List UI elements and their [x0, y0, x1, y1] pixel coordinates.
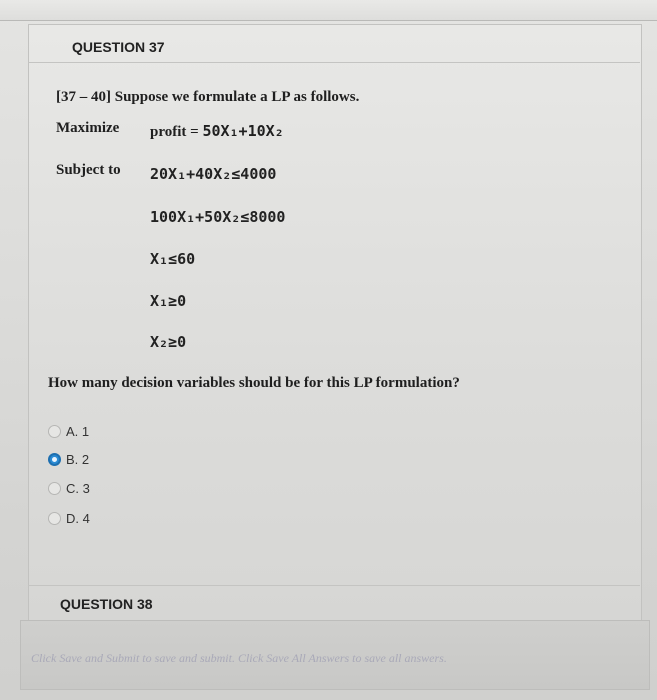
question-37-card — [28, 24, 642, 626]
objective-function — [150, 122, 284, 141]
option-c[interactable] — [48, 477, 90, 499]
question-37-title: QUESTION 37 — [72, 39, 165, 55]
option-d-label[interactable]: D. 4 — [66, 510, 90, 526]
title-divider — [28, 62, 640, 63]
option-d[interactable] — [48, 507, 90, 529]
top-bar — [0, 0, 657, 21]
radio-a[interactable] — [48, 425, 61, 438]
option-b[interactable] — [48, 448, 89, 470]
objective-expression: 50X₁+10X₂ — [202, 122, 284, 140]
question-prompt: How many decision variables should be for this LP formulation? — [48, 375, 460, 391]
option-a[interactable] — [48, 420, 89, 442]
radio-c[interactable] — [48, 482, 61, 495]
question-divider — [28, 585, 640, 586]
constraint-5: X₂≥0 — [150, 333, 187, 351]
submit-footer — [20, 620, 650, 690]
option-c-label[interactable]: C. 3 — [66, 480, 90, 496]
constraint-4: X₁≥0 — [150, 292, 187, 310]
constraint-3: X₁≤60 — [150, 250, 196, 268]
question-38-title: QUESTION 38 — [60, 596, 153, 612]
constraint-2: 100X₁+50X₂≤8000 — [150, 208, 286, 226]
objective-prefix: profit = — [150, 124, 203, 140]
subject-to-label: Subject to — [56, 162, 121, 178]
option-a-label[interactable]: A. 1 — [66, 423, 90, 439]
maximize-label: Maximize — [56, 120, 120, 136]
question-intro: [37 – 40] Suppose we formulate a LP as follows. — [56, 89, 360, 105]
radio-d[interactable] — [48, 512, 61, 525]
footer-instructions: Click Save and Submit to save and submit. Click Save All Answers to save all answers. — [31, 651, 447, 665]
option-b-label[interactable]: B. 2 — [66, 451, 90, 467]
radio-b-selected[interactable] — [48, 453, 61, 466]
constraint-1: 20X₁+40X₂≤4000 — [150, 165, 277, 183]
